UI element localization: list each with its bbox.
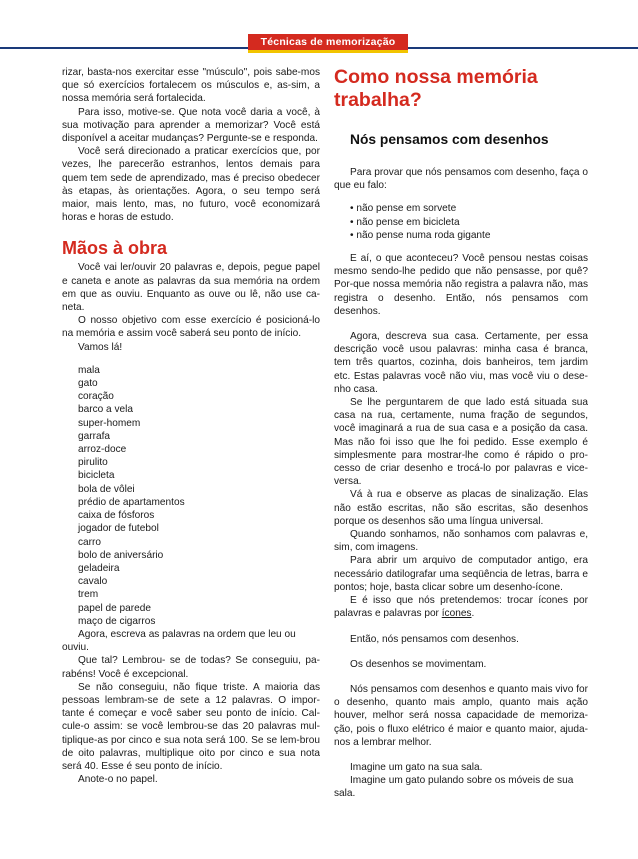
subtitle: Nós pensamos com desenhos <box>350 132 549 147</box>
body-paragraph: Quando sonhamos, não sonhamos com palavras e, sim, com imagens. <box>334 529 588 554</box>
icones-link: ícones <box>441 608 472 620</box>
list-item: cavalo <box>78 576 108 588</box>
list-item: trem <box>78 589 99 601</box>
bullet-list <box>350 202 588 242</box>
list-item: • não pense em bicicleta <box>350 216 460 228</box>
intro-paragraph: Para isso, motive-se. Que nota você daria a você, à sua motivação para aprender a memorizar? Você está disponível a aceitar mudanças? Pergunte-se e responda. <box>62 106 320 145</box>
list-item: super-homem <box>78 417 141 429</box>
body-text: E é isso que nós pretendemos: trocar ícones por palavras e palavras por <box>334 595 588 620</box>
exercise-paragraph: Vamos lá! <box>78 341 123 353</box>
list-item: carro <box>78 536 101 548</box>
body-paragraph: Agora, descreva sua casa. Certamente, per essa descrição você usou palavras: minha casa é branca, tem três quartos, cozinha, dois banheiros, tem jardim etc. Estas palavras você não viu, mas você viu o dese-nho casa. <box>334 331 588 395</box>
body-paragraph <box>334 594 588 620</box>
page-title: Como nossa memória trabalha? <box>334 66 538 111</box>
list-item: maço de cigarros <box>78 615 156 627</box>
list-item: garrafa <box>78 430 110 442</box>
list-item: prédio de apartamentos <box>78 496 185 508</box>
list-item: caixa de fósforos <box>78 510 155 522</box>
list-item: bola de vôlei <box>78 483 135 495</box>
closing-paragraph: Se não conseguiu, não fique triste. A maioria das pessoas lembram-se de sete a 12 palavras. O impor-tante é começar e você saber seu ponto de início. Cal-cule-o assim: se você lembrou-se das 20 palavras mul-tiplique-as por cinco e sua nota será 100. Se se lem-brou de oito palavras, multiplique oito por cinco e sua nota será 40. Esse é seu ponto de início. <box>62 681 320 772</box>
body-paragraph: Para provar que nós pensamos com desenho, faça o que eu falo: <box>334 167 588 192</box>
body-paragraph: E aí, o que aconteceu? Você pensou nestas coisas mesmo sendo-lhe pedido que não pensasse, por quê? Por-que nossa memória não registra a palavra não, mas registra o desenho. Então, nós pensamos com desenhos. <box>334 253 588 317</box>
list-item: bolo de aniversário <box>78 549 164 561</box>
intro-paragraph: rizar, basta-nos exercitar esse "músculo", pois sabe-mos que só exercícios fortalecem os músculos e, as-sim, a nossa memória será fortalecida. <box>62 67 320 105</box>
exercise-paragraph: Você vai ler/ouvir 20 palavras e, depois, pegue papel e caneta e anote as palavras da sua memória na ordem em que as ouviu. Enquanto as ouve ou lê, não use ca-neta. <box>62 262 320 314</box>
body-paragraph: Então, nós pensamos com desenhos. <box>350 633 519 645</box>
list-item: geladeira <box>78 562 120 574</box>
list-item: papel de parede <box>78 602 151 614</box>
right-column <box>334 66 588 801</box>
body-paragraph: Os desenhos se movimentam. <box>350 658 487 670</box>
list-item: arroz-doce <box>78 444 127 456</box>
list-item: mala <box>78 364 100 376</box>
closing-paragraph: Agora, escreva as palavras na ordem que leu ou ouviu. <box>62 628 296 654</box>
section-badge: Técnicas de memorização <box>248 34 408 53</box>
closing-paragraph: Anote-o no papel. <box>78 774 158 786</box>
body-paragraph: Se lhe perguntarem de que lado está situada sua casa na rua, certamente, numa fração de segundos, você imaginará a rua de sua casa e a posição da casa. Mas não foi isso que lhe foi pedido. Esse exemplo é simplesmente para mostrar-lhe como é rápido o pro-cesso de criar desenho e trocá-lo por palavras e vice-versa. <box>334 397 588 488</box>
body-paragraph: Para abrir um arquivo de computador antigo, era necessário datilografar uma seqüência de letras, barra e pontos; hoje, basta clicar sobre um desenho-ícone. <box>334 555 588 593</box>
list-item: • não pense em sorvete <box>350 203 457 215</box>
list-item: coração <box>78 391 114 403</box>
word-list <box>78 364 320 628</box>
body-paragraph: Nós pensamos com desenhos e quanto mais vivo for o desenho, quanto mais amplo, quanto mais ação houver, melhor será nossa capacidade de memoriza-ção, pois o fluxo elétrico é maior e quanto maior, ajuda-nos a lembrar melhor. <box>334 683 588 748</box>
list-item: pirulito <box>78 457 108 469</box>
body-text: . <box>471 608 475 620</box>
list-item: • não pense numa roda gigante <box>350 229 491 241</box>
body-paragraph: Imagine um gato pulando sobre os móveis de sua sala. <box>334 775 574 800</box>
list-item: gato <box>78 378 98 390</box>
body-paragraph: Vá à rua e observe as placas de sinalização. Elas não estão escritas, não são escritas, são desenhos porque os desenhos são uma língua universal. <box>334 489 588 527</box>
exercise-paragraph: O nosso objetivo com esse exercício é posicioná-lo na memória e assim você saberá seu ponto de início. <box>62 315 320 340</box>
left-column <box>62 66 320 786</box>
closing-paragraph: Que tal? Lembrou- se de todas? Se conseguiu, pa-rabéns! Você é excepcional. <box>62 655 320 680</box>
list-item: bicicleta <box>78 470 115 482</box>
section-title-maos-a-obra: Mãos à obra <box>62 238 168 259</box>
list-item: barco a vela <box>78 404 133 416</box>
body-paragraph: Imagine um gato na sua sala. <box>350 761 483 773</box>
list-item: jogador de futebol <box>78 523 159 535</box>
intro-paragraph: Você será direcionado a praticar exercícios que, por vezes, lhe parecerão estranhos, lentos demais para quem tem sede de aprendizado, mas é preciso obedecer às etapas, às orientações. Agora, o seu tempo será maior, mais lento, mas, no futuro, você economizará horas e horas de estudo. <box>62 146 320 224</box>
